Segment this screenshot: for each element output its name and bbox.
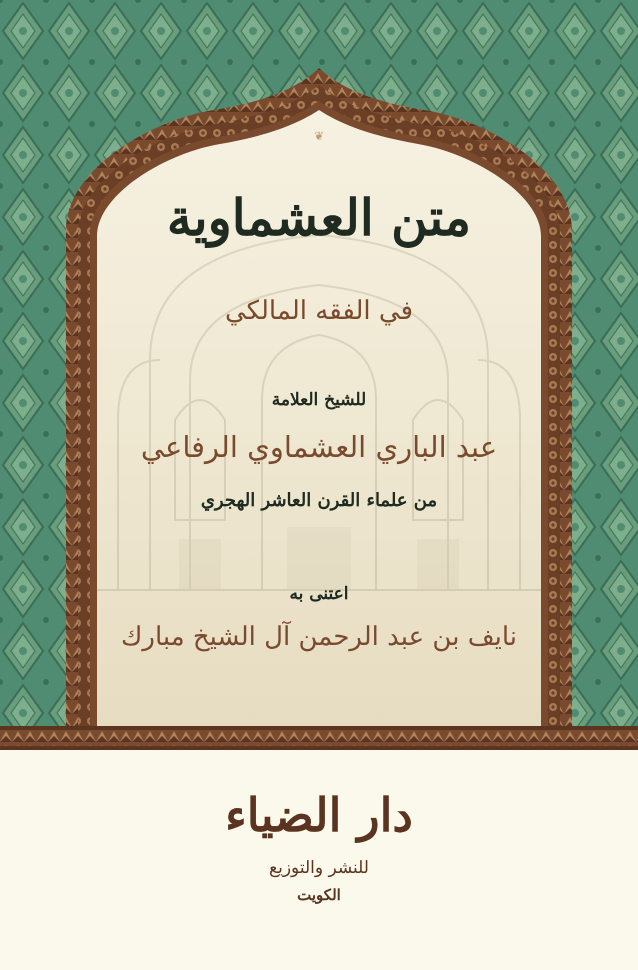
book-title: متن العشماوية: [166, 188, 472, 247]
publisher-city: الكويت: [297, 886, 341, 904]
bottom-band-edge-bottom: [0, 746, 638, 750]
publisher-logo-name: دار الضياء: [225, 788, 413, 842]
author-era: من علماء القرن العاشر الهجري: [200, 490, 438, 511]
author-name: عبد الباري العشماوي الرفاعي: [140, 430, 498, 464]
book-subtitle: في الفقه المالكي: [224, 296, 414, 326]
bottom-decorative-band: [0, 730, 638, 746]
editor-prefix: اعتنى به: [289, 584, 349, 604]
editor-name: نايف بن عبد الرحمن آل الشيخ مبارك: [120, 622, 518, 652]
bottom-band-edge-top: [0, 726, 638, 730]
top-ornament-icon: ❦: [313, 129, 325, 143]
author-prefix: للشيخ العلامة: [271, 390, 367, 410]
publisher-tagline: للنشر والتوزيع: [269, 858, 369, 878]
